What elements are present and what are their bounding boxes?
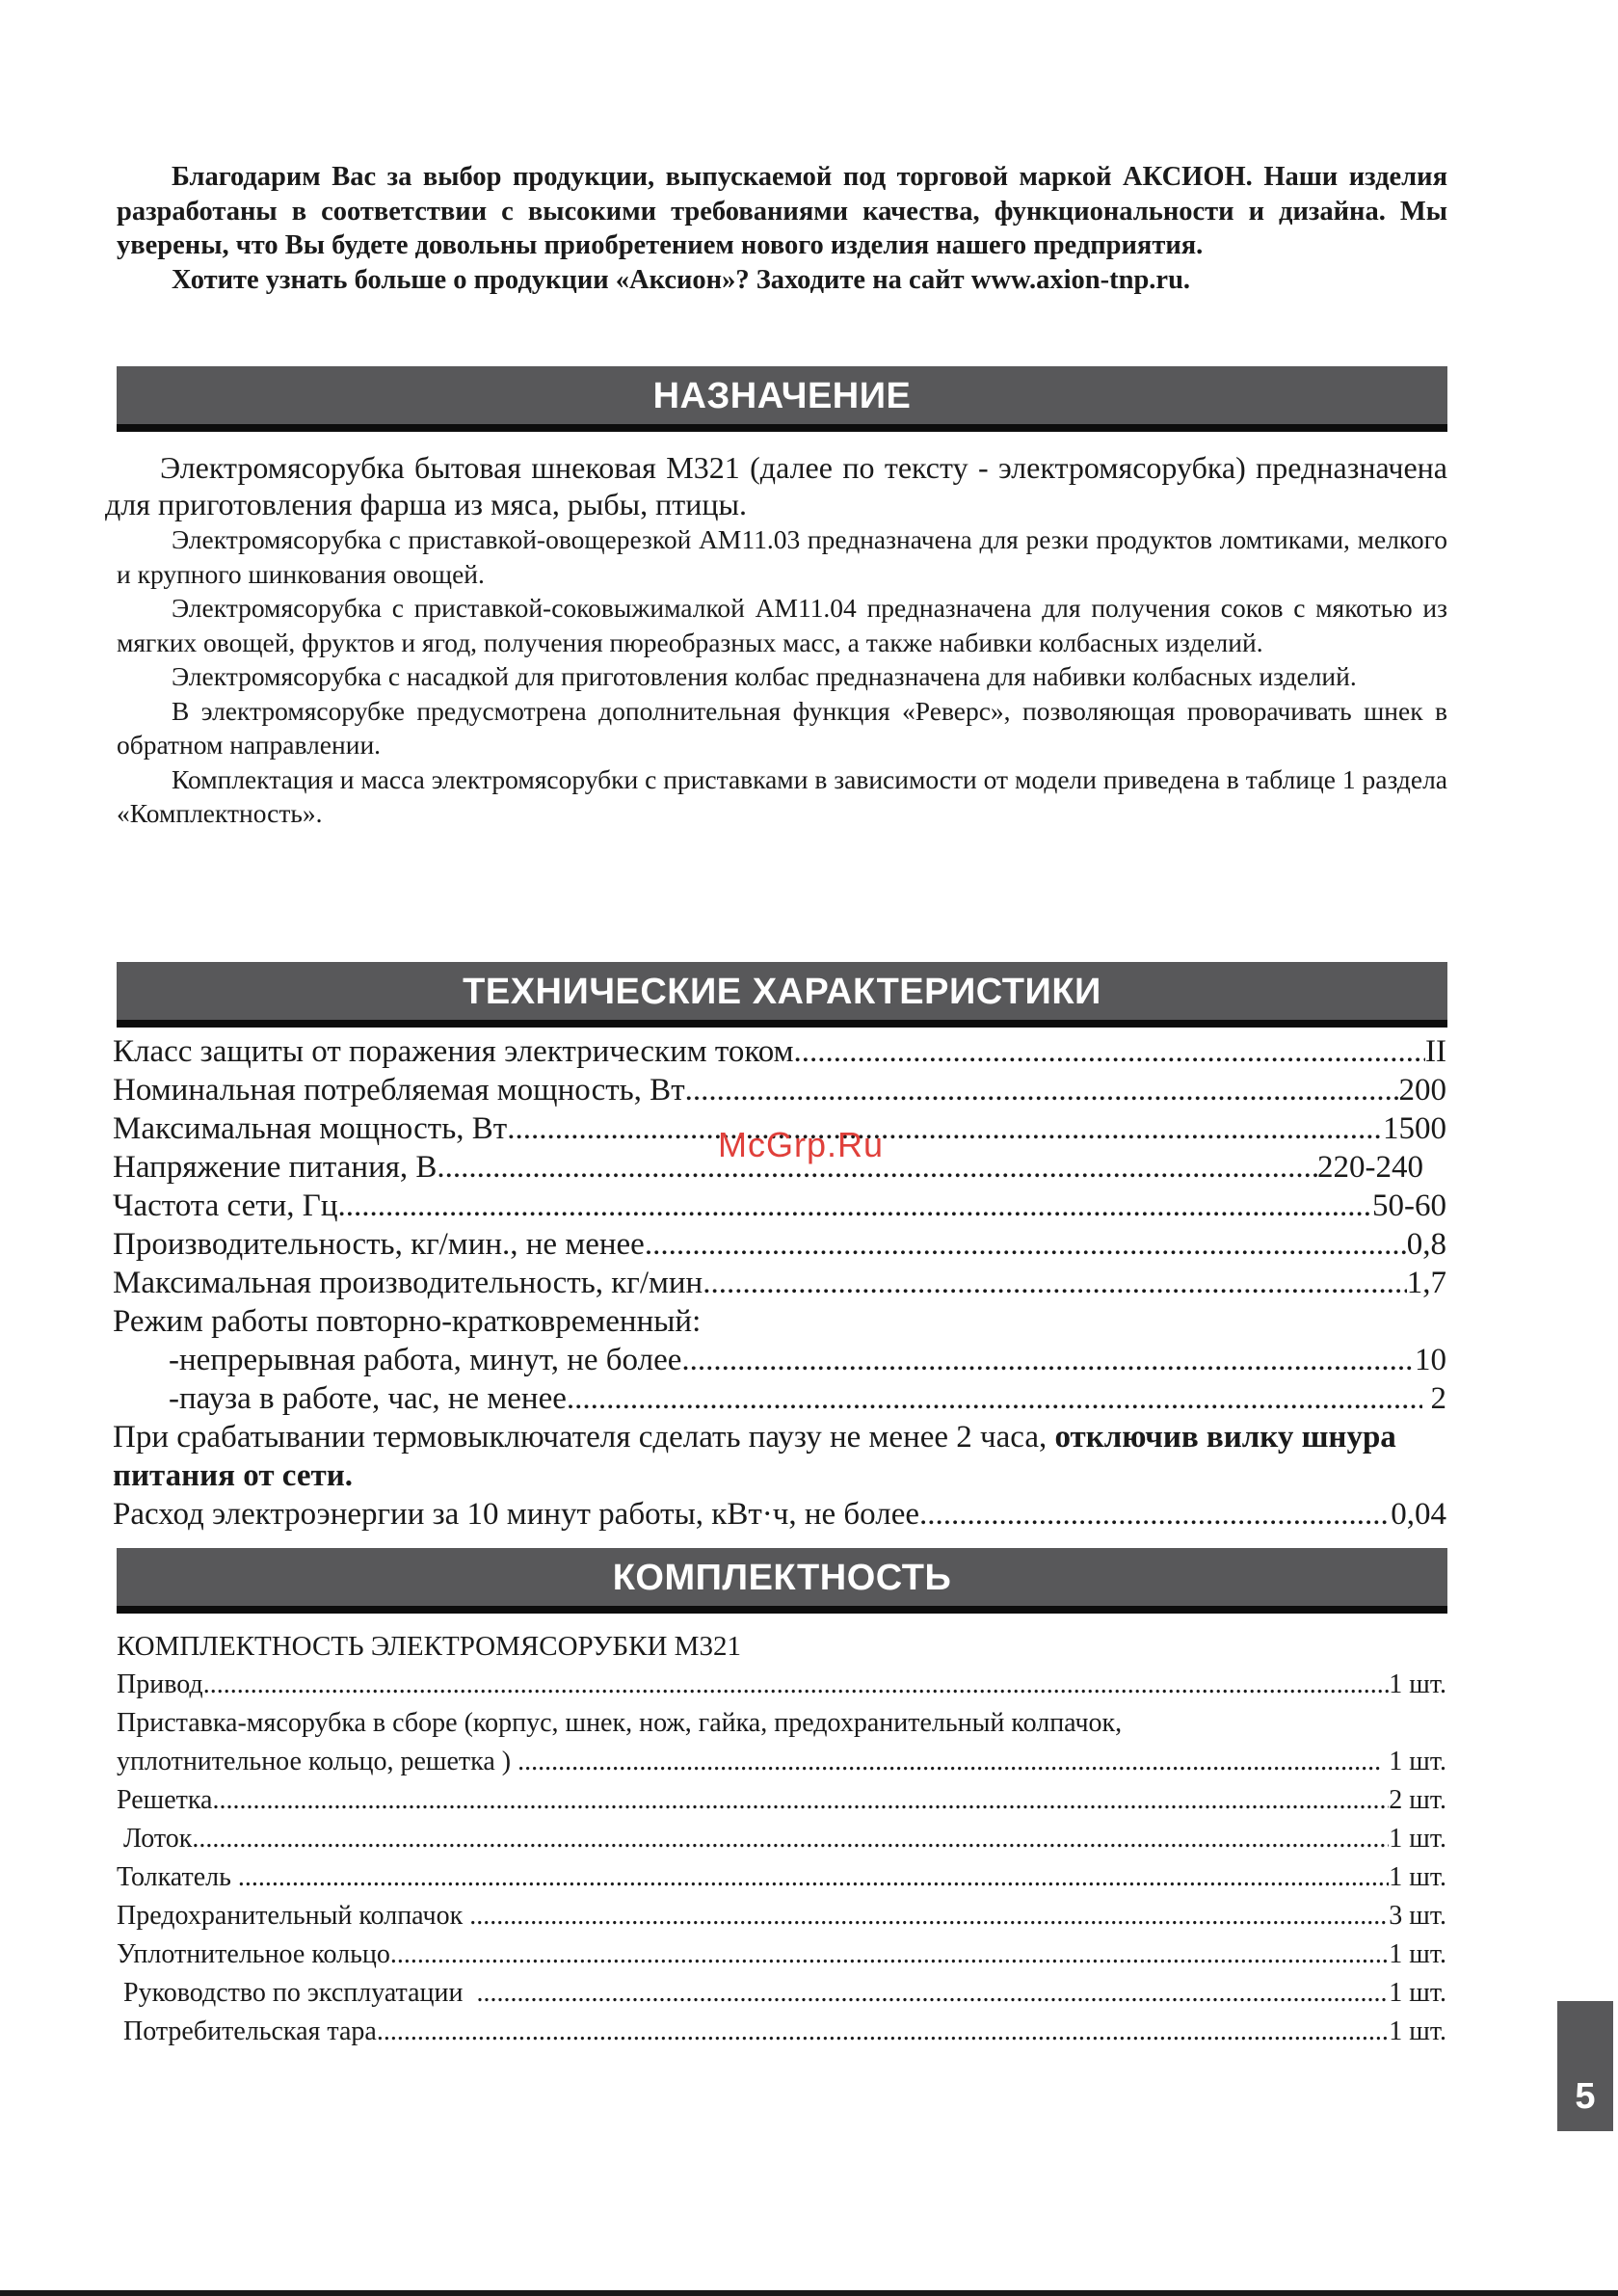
- spec-label: Максимальная мощность, Вт: [113, 1111, 508, 1146]
- spec-row: [113, 1495, 1446, 1534]
- intro-text: [117, 160, 1447, 297]
- leader-dots: [477, 1974, 1390, 2013]
- purpose-paragraph: Электромясорубка с приставкой-овощерезкой АМ11.03 предназначена для резки продуктов ломтиками, мелкого и крупного шинкования овощей.: [117, 524, 1447, 589]
- spec-label: Производительность, кг/мин., не менее: [113, 1227, 645, 1262]
- kit-item-label: Руководство по эксплуатации: [117, 1978, 477, 2008]
- leader-dots: [338, 1187, 1372, 1225]
- kit-item-qty: 1 шт.: [1389, 1978, 1446, 2008]
- leader-dots: [645, 1225, 1407, 1264]
- spec-label: Класс защиты от поражения электрическим током: [113, 1034, 794, 1069]
- leader-dots: [793, 1032, 1425, 1071]
- spec-value: 0,8: [1406, 1227, 1446, 1262]
- purpose-paragraph: Электромясорубка с насадкой для приготовления колбас предназначена для набивки колбасных изделий.: [172, 661, 1357, 691]
- leader-dots: [685, 1071, 1399, 1109]
- page-number: 5: [1575, 2076, 1596, 2117]
- spec-value: 200: [1398, 1073, 1446, 1108]
- leader-dots: [567, 1379, 1422, 1418]
- bottom-rule: [0, 2290, 1618, 2296]
- kit-item-qty: 1 шт.: [1389, 1862, 1446, 1892]
- spec-label: -непрерывная работа, минут, не более: [169, 1343, 682, 1377]
- kit-item-qty: 1 шт.: [1382, 1747, 1446, 1776]
- purpose-section: [105, 449, 1447, 831]
- spec-value: 2: [1422, 1381, 1446, 1416]
- kit-item-qty: 1 шт.: [1389, 1824, 1446, 1854]
- kit-item-label: Толкатель: [117, 1862, 238, 1892]
- leader-dots: [390, 1936, 1389, 1974]
- kit-item-qty: 1 шт.: [1389, 2016, 1446, 2046]
- kit-row: [117, 2013, 1446, 2051]
- kit-item-qty: 1 шт.: [1389, 1939, 1446, 1969]
- specs-list: [113, 1032, 1446, 1534]
- spec-row: [113, 1187, 1446, 1225]
- kit-item-label: Уплотнительное кольцо: [117, 1939, 390, 1969]
- spec-row: [113, 1032, 1446, 1071]
- page-number-tab: [1557, 2001, 1613, 2131]
- kit-row: [117, 1897, 1446, 1936]
- kit-item-qty: 3 шт.: [1389, 1901, 1446, 1931]
- leader-dots: [377, 2013, 1389, 2051]
- section-header-specs: ТЕХНИЧЕСКИЕ ХАРАКТЕРИСТИКИ: [117, 962, 1447, 1028]
- section-header-purpose: НАЗНАЧЕНИЕ: [117, 366, 1447, 432]
- spec-row: [113, 1264, 1446, 1302]
- kit-row: [117, 1820, 1446, 1858]
- spec-row: [113, 1071, 1446, 1109]
- leader-dots: [919, 1495, 1391, 1534]
- spec-value: 10: [1415, 1343, 1446, 1377]
- leader-dots: [469, 1897, 1389, 1936]
- kit-item-qty: 1 шт.: [1389, 1669, 1446, 1699]
- spec-value: 1500: [1383, 1111, 1446, 1146]
- spec-mode-label-row: [113, 1302, 1446, 1341]
- kit-row: [117, 1666, 1446, 1704]
- spec-value: 0,04: [1391, 1497, 1446, 1532]
- leader-dots: [212, 1781, 1389, 1820]
- watermark: McGrp.Ru: [718, 1125, 885, 1164]
- kit-item-qty: 2 шт.: [1389, 1785, 1446, 1815]
- section-header-kit: КОМПЛЕКТНОСТЬ: [117, 1548, 1447, 1614]
- leader-dots: [507, 1109, 1383, 1148]
- leader-dots: [681, 1341, 1415, 1379]
- leader-dots: [203, 1666, 1390, 1704]
- leader-dots: [192, 1820, 1389, 1858]
- spec-value: 50-60: [1372, 1188, 1446, 1223]
- intro-paragraph: Благодарим Вас за выбор продукции, выпускаемой под торговой маркой АКСИОН. Наши изделия разработаны в соответствии с высокими требованиями качества, функциональности и дизайна. Мы уверены, что Вы будете довольны приобретением нового изделия нашего предприятия.: [117, 162, 1447, 260]
- purpose-paragraph: В электромясорубке предусмотрена дополнительная функция «Реверс», позволяющая проворачивать шнек в обратном направлении.: [117, 695, 1447, 760]
- spec-label: Частота сети, Гц: [113, 1188, 338, 1223]
- spec-label: Максимальная производительность, кг/мин: [113, 1266, 703, 1300]
- purpose-paragraph: Комплектация и масса электромясорубки с приставками в зависимости от модели приведена в таблице 1 раздела «Комплектность».: [117, 763, 1447, 828]
- kit-item-label: уплотнительное кольцо, решетка ): [117, 1747, 518, 1776]
- spec-label: Номинальная потребляемая мощность, Вт: [113, 1073, 685, 1108]
- spec-row: [113, 1225, 1446, 1264]
- spec-value: 1,7: [1406, 1266, 1446, 1300]
- purpose-paragraph: Электромясорубка с приставкой-соковыжималкой АМ11.04 предназначена для получения соков с мякотью из мягких овощей, фруктов и ягод, получения пюреобразных масс, а также набивки колбасных изделий.: [117, 593, 1447, 657]
- kit-row: [117, 1743, 1446, 1781]
- thermo-warning-bold: отключив вилку шнура питания от сети.: [113, 1420, 1396, 1493]
- kit-row: [117, 1936, 1446, 1974]
- spec-label: Расход электроэнергии за 10 минут работы, кВт·ч, не более: [113, 1497, 920, 1532]
- spec-label: -пауза в работе, час, не менее: [169, 1381, 567, 1416]
- kit-caption: КОМПЛЕКТНОСТЬ ЭЛЕКТРОМЯСОРУБКИ М321: [117, 1631, 741, 1662]
- kit-item-label: Предохранительный колпачок: [117, 1901, 470, 1931]
- spec-row: [113, 1341, 1446, 1379]
- leader-dots: [703, 1264, 1407, 1302]
- kit-list: [117, 1627, 1446, 2051]
- leader-dots: [517, 1743, 1382, 1781]
- spec-value: II: [1425, 1034, 1446, 1069]
- kit-item-label: Решетка: [117, 1785, 213, 1815]
- leader-dots: [238, 1858, 1389, 1897]
- purpose-paragraph: Электромясорубка бытовая шнековая М321 (далее по тексту - электромясорубка) предназначена для приготовления фарша из мяса, рыбы, птицы.: [105, 450, 1447, 521]
- kit-row: [117, 1781, 1446, 1820]
- thermo-warning-text: При срабатывании термовыключателя сделать паузу не менее 2 часа,: [113, 1420, 1055, 1455]
- spec-label: Напряжение питания, В: [113, 1150, 438, 1185]
- kit-item-label: Потребительская тара: [117, 2016, 377, 2046]
- kit-item-label: Привод: [117, 1669, 203, 1699]
- kit-item-label-line: Приставка-мясорубка в сборе (корпус, шнек, нож, гайка, предохранительный колпачок,: [117, 1708, 1123, 1738]
- spec-value: 220-240: [1317, 1150, 1423, 1185]
- intro-website-line: Хотите узнать больше о продукции «Аксион»? Заходите на сайт www.axion-tnp.ru.: [172, 264, 1191, 295]
- kit-row: [117, 1974, 1446, 2013]
- spec-mode-label: Режим работы повторно-кратковременный:: [113, 1304, 702, 1339]
- kit-item-label: Лоток: [117, 1824, 193, 1854]
- spec-row: [113, 1379, 1446, 1418]
- thermo-warning: [113, 1418, 1446, 1495]
- kit-row: [117, 1858, 1446, 1897]
